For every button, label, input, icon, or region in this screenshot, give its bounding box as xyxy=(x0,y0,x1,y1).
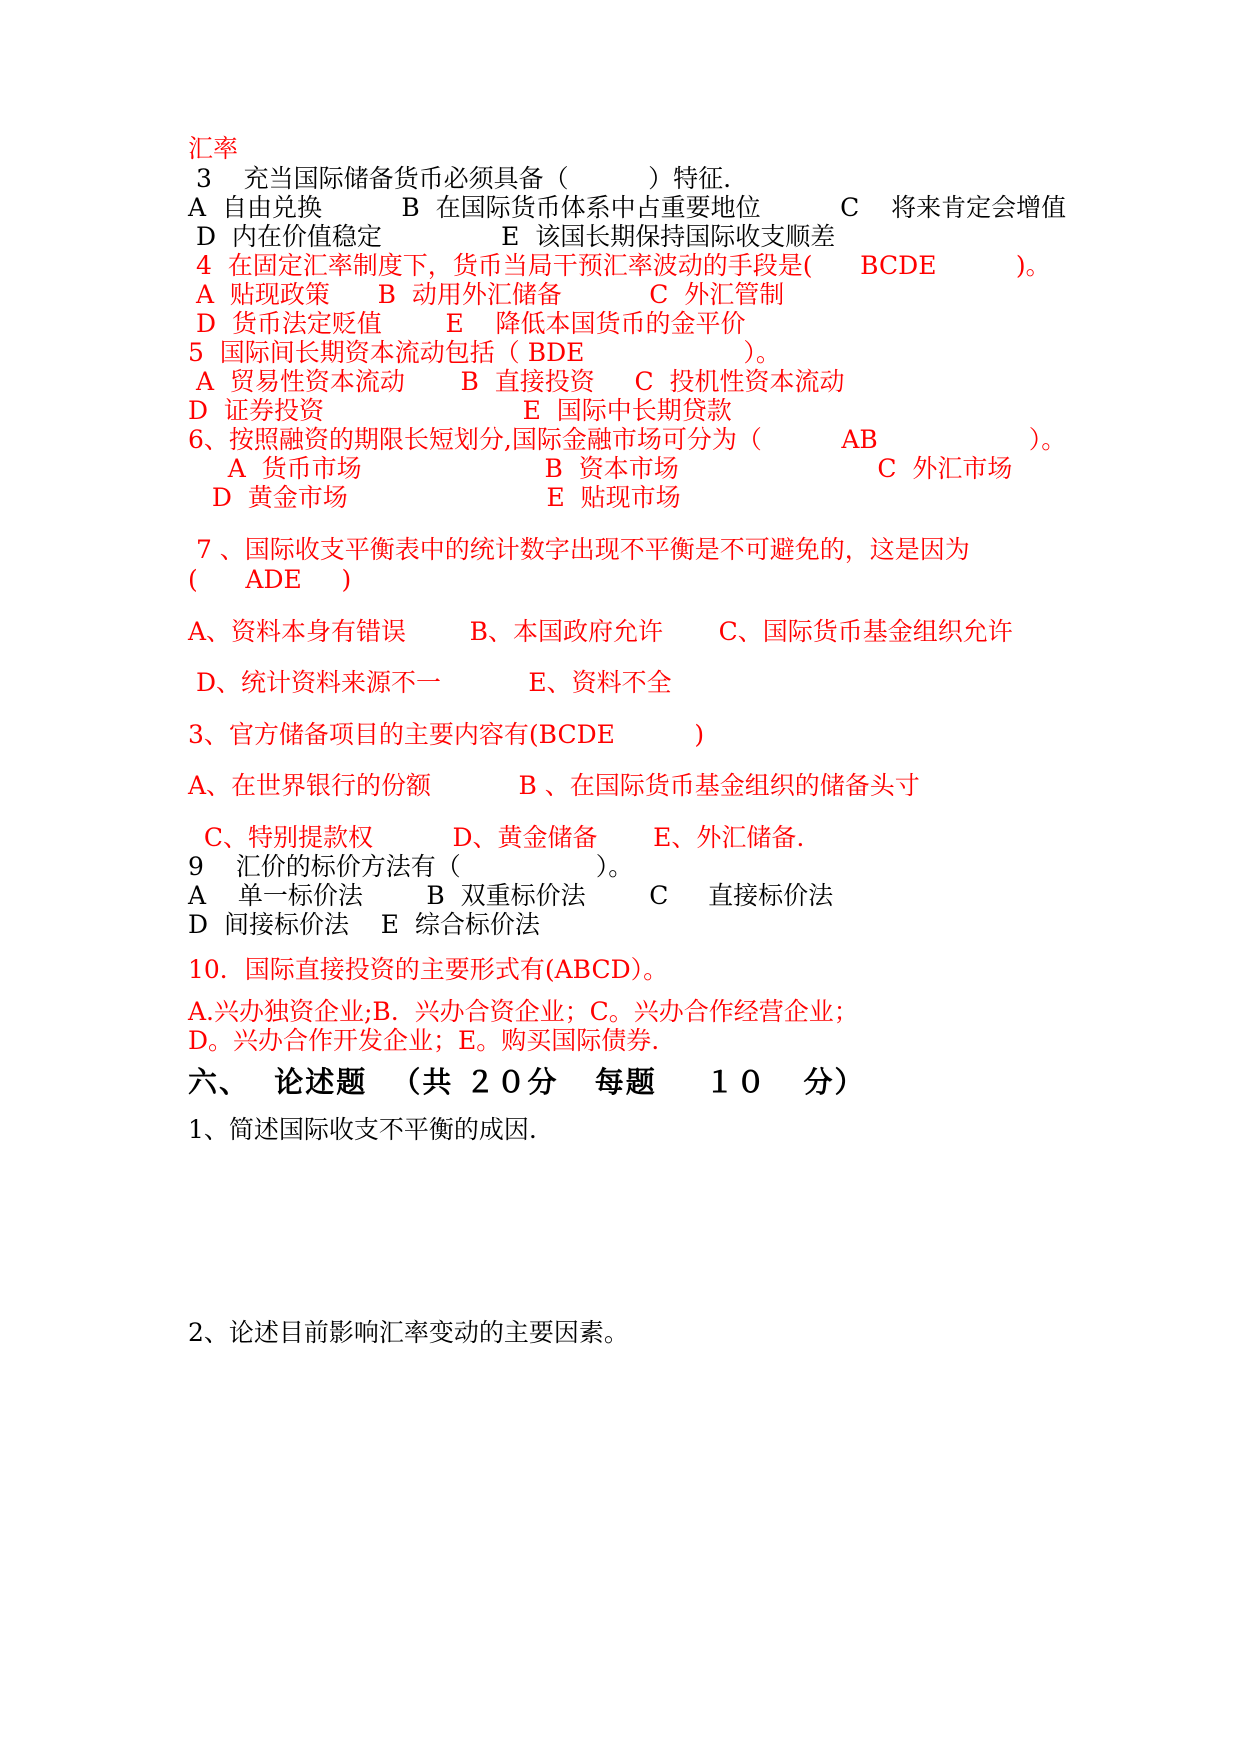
question-5-options-de: D 证券投资 E 国际中长期贷款 xyxy=(188,396,732,425)
question-6-options-abc: A 货币市场 B 资本市场 C 外汇市场 xyxy=(188,454,1013,483)
question-6-options-de: D 黄金市场 E 贴现市场 xyxy=(188,483,681,512)
question-4-options-abc: A 贴现政策 B 动用外汇储备 C 外汇管制 xyxy=(188,280,785,309)
question-9-stem: 9 汇价的标价方法有（ ）。 xyxy=(188,852,634,881)
question-10-options-abc: A.兴办独资企业;B. 兴办合资企业；C。兴办合作经营企业； xyxy=(188,997,859,1026)
question-3-options-de: D 内在价值稳定 E 该国长期保持国际收支顺差 xyxy=(188,222,836,251)
essay-question-2: 2、论述目前影响汇率变动的主要因素。 xyxy=(188,1318,629,1347)
question-8-options-ab: A、在世界银行的份额 B 、在国际货币基金组织的储备头寸 xyxy=(188,771,920,800)
question-5-options-abc: A 贸易性资本流动 B 直接投资 C 投机性资本流动 xyxy=(188,367,845,396)
question-7-options-de: D、统计资料来源不一 E、资料不全 xyxy=(188,668,672,697)
text-line: 汇率 xyxy=(188,134,239,163)
question-4-options-de: D 货币法定贬值 E 降低本国货币的金平价 xyxy=(188,309,746,338)
question-6-stem: 6、按照融资的期限长短划分,国际金融市场可分为（ AB ）。 xyxy=(188,425,1067,454)
question-3-stem: 3 充当国际储备货币必须具备（ ）特征. xyxy=(188,164,732,193)
question-8-stem: 3、官方储备项目的主要内容有(BCDE ) xyxy=(188,720,705,749)
question-9-options-abc: A 单一标价法 B 双重标价法 C 直接标价法 xyxy=(188,881,834,910)
section-heading: 六、 论述题 （共 ２０分 每题 １０ 分） xyxy=(188,1065,866,1099)
question-10-stem: 10．国际直接投资的主要形式有(ABCD）。 xyxy=(188,955,669,984)
question-5-stem: 5 国际间长期资本流动包括（ BDE ）。 xyxy=(188,338,781,367)
question-7-stem: 7 、国际收支平衡表中的统计数字出现不平衡是不可避免的，这是因为 xyxy=(188,535,970,564)
question-7-options-abc: A、资料本身有错误 B、本国政府允许 C、国际货币基金组织允许 xyxy=(188,617,1013,646)
question-3-options-abc: A 自由兑换 B 在国际货币体系中占重要地位 C 将来肯定会增值 xyxy=(188,193,1067,222)
question-4-stem: 4 在固定汇率制度下，货币当局干预汇率波动的手段是( BCDE )。 xyxy=(188,251,1051,280)
question-7-answer: ( ADE ) xyxy=(188,565,352,594)
question-9-options-de: D 间接标价法 E 综合标价法 xyxy=(188,910,540,939)
question-10-options-de: D。兴办合作开发企业；E。购买国际债券. xyxy=(188,1026,660,1055)
essay-question-1: 1、简述国际收支不平衡的成因. xyxy=(188,1115,537,1144)
question-8-options-cde: C、特别提款权 D、黄金储备 E、外汇储备. xyxy=(188,823,805,852)
